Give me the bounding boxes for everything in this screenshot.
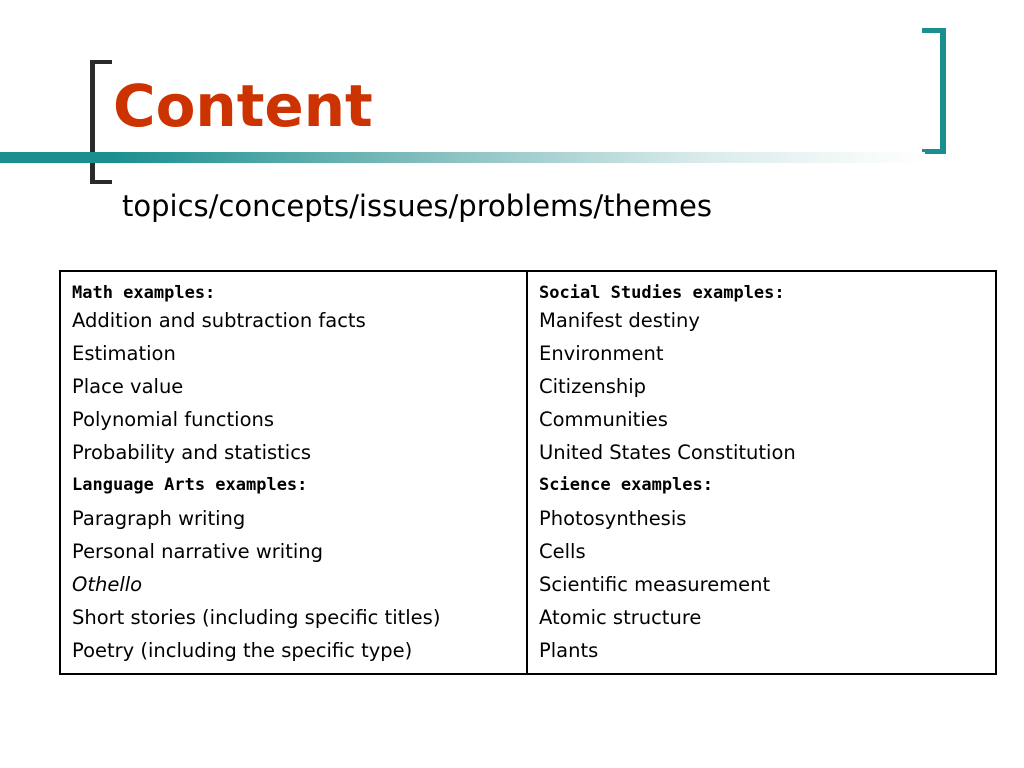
title-divider-rule [0,152,925,163]
list-item: Environment [539,342,664,365]
list-item: Paragraph writing [72,507,246,530]
list-item: Addition and subtraction facts [72,309,366,332]
list-item: Short stories (including specific titles) [72,606,441,629]
list-item: Othello [72,573,143,596]
right-column-cell [527,271,996,674]
right-bracket-decoration [922,28,946,154]
social-studies-heading: Social Studies examples: [539,283,785,303]
list-item: Communities [539,408,668,431]
list-item: Place value [72,375,184,398]
left-column-cell [60,271,527,674]
list-item: Estimation [72,342,176,365]
slide-title: Content [113,72,373,140]
science-heading: Science examples: [539,475,713,495]
list-item: Probability and statistics [72,441,312,464]
slide-subtitle: topics/concepts/issues/problems/themes [122,189,712,223]
list-item: Polynomial functions [72,408,275,431]
language-arts-heading: Language Arts examples: [72,475,308,495]
left-bracket-decoration [90,60,112,184]
list-item: Personal narrative writing [72,540,324,563]
table-row [60,271,996,674]
list-item: Atomic structure [539,606,702,629]
list-item: Manifest destiny [539,309,700,332]
list-item: Plants [539,639,599,662]
list-item: Citizenship [539,375,647,398]
list-item: Photosynthesis [539,507,687,530]
list-item: Cells [539,540,586,563]
examples-table [59,270,997,675]
math-heading: Math examples: [72,283,216,303]
list-item: Poetry (including the specific type) [72,639,413,662]
list-item: United States Constitution [539,441,796,464]
list-item: Scientific measurement [539,573,771,596]
